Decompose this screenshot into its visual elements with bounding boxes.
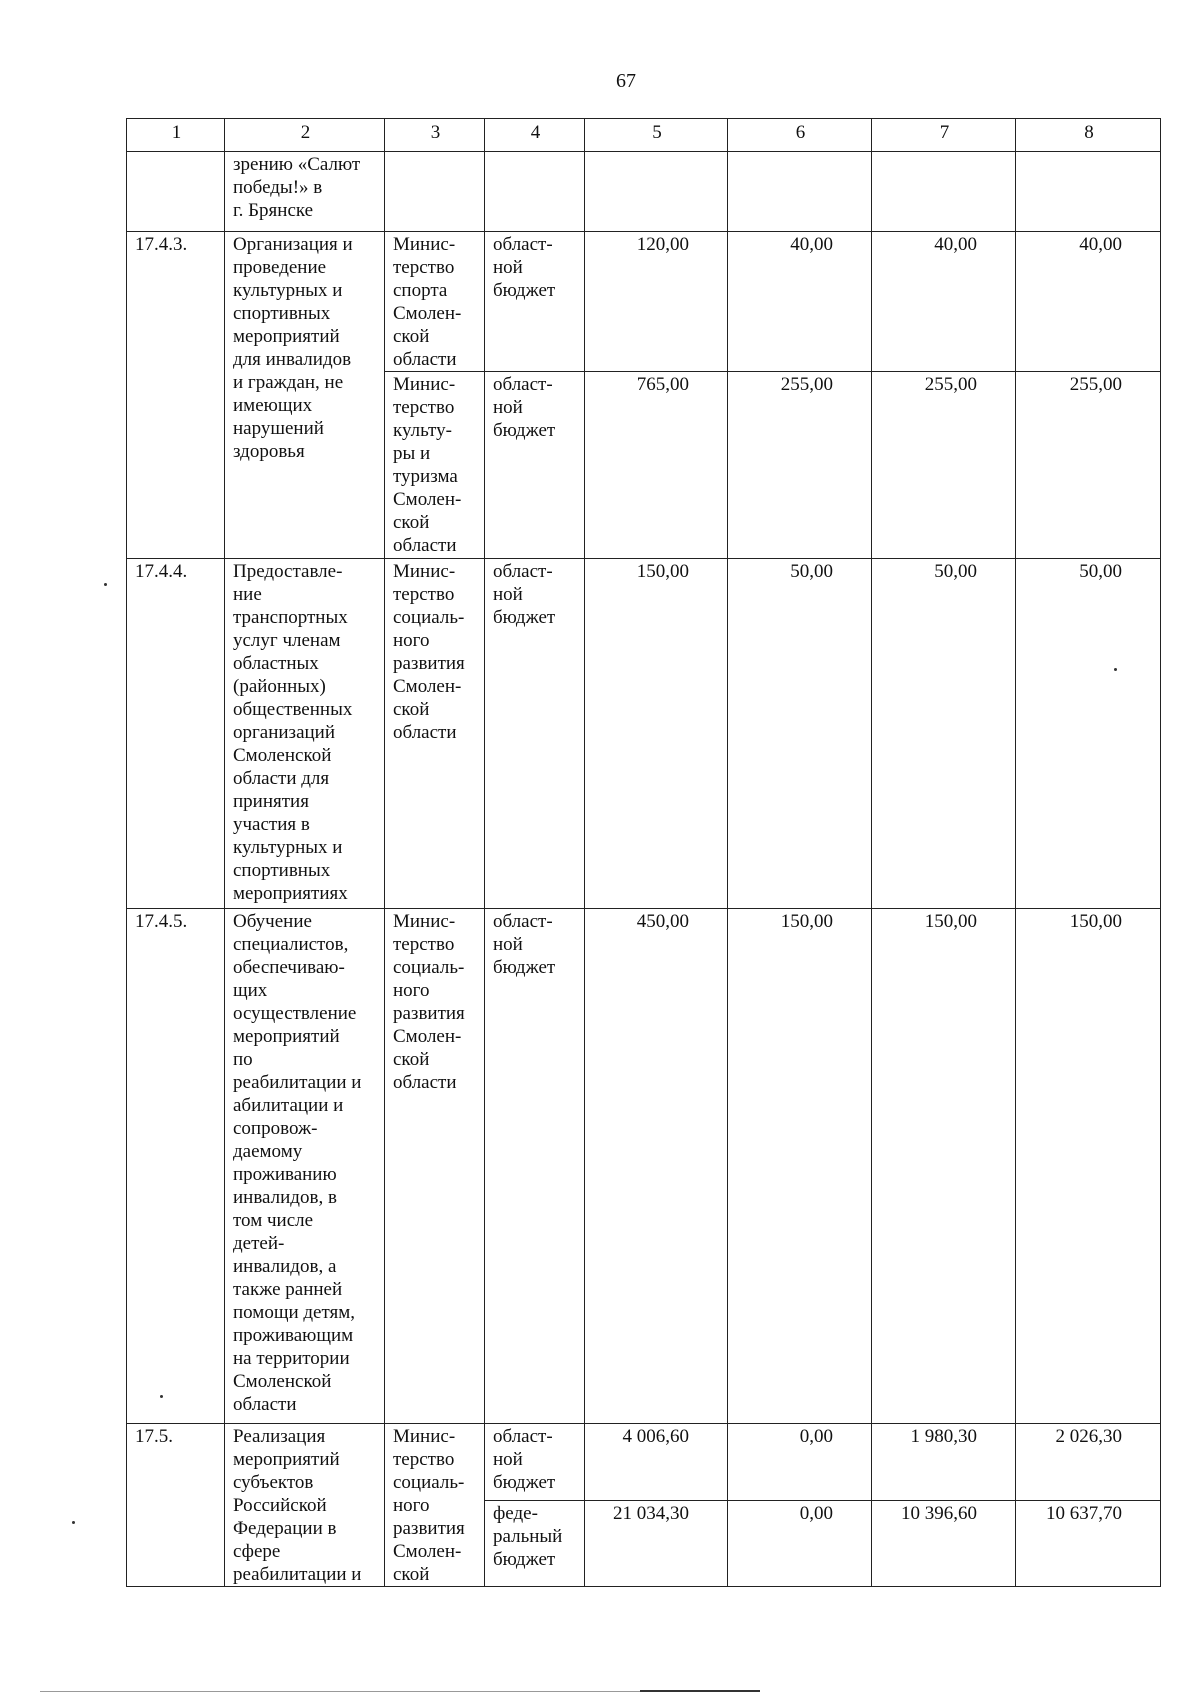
code-cell: 17.4.4. (127, 559, 225, 909)
year-1-amount-cell: 0,00 (728, 1500, 872, 1586)
table-header-row (127, 119, 1161, 152)
year-1-amount-cell: 150,00 (728, 909, 872, 1424)
scan-speck (104, 583, 107, 586)
scan-artifact-line (640, 1690, 760, 1692)
total-amount-cell: 4 006,60 (585, 1424, 728, 1501)
year-1-amount-cell: 0,00 (728, 1424, 872, 1501)
year-2-amount-cell: 1 980,30 (872, 1424, 1016, 1501)
year-2-amount-cell: 150,00 (872, 909, 1016, 1424)
total-amount-cell: 450,00 (585, 909, 728, 1424)
value-cell (728, 152, 872, 232)
year-3-amount-cell: 40,00 (1016, 232, 1161, 372)
year-2-amount-cell: 10 396,60 (872, 1500, 1016, 1586)
year-3-amount-cell: 10 637,70 (1016, 1500, 1161, 1586)
header-col-8: 8 (1016, 119, 1161, 152)
source-cell (485, 152, 585, 232)
funding-source-cell: област- ной бюджет (485, 1424, 585, 1501)
program-activities-table (126, 118, 1161, 1587)
funding-source-cell: област- ной бюджет (485, 372, 585, 559)
year-1-amount-cell: 50,00 (728, 559, 872, 909)
executor-cell (385, 152, 485, 232)
table-row (127, 152, 1161, 232)
activity-name-cell: Организация и проведение культурных и спортивных мероприятий для инвалидов и граждан, не имеющих нарушений здоровья (225, 232, 385, 559)
scan-speck (72, 1521, 75, 1524)
header-col-5: 5 (585, 119, 728, 152)
table-row (127, 232, 1161, 372)
code-cell (127, 152, 225, 232)
header-col-2: 2 (225, 119, 385, 152)
header-col-7: 7 (872, 119, 1016, 152)
header-col-4: 4 (485, 119, 585, 152)
activity-name-cell: Предоставле- ние транспортных услуг членам областных (районных) общественных организаций Смоленской области для принятия участия в культурных и спортивных мероприятиях (225, 559, 385, 909)
executor-cell: Минис- терство культу- ры и туризма Смолен- ской области (385, 372, 485, 559)
year-2-amount-cell: 40,00 (872, 232, 1016, 372)
executor-cell: Минис- терство спорта Смолен- ской области (385, 232, 485, 372)
total-amount-cell: 21 034,30 (585, 1500, 728, 1586)
year-3-amount-cell: 255,00 (1016, 372, 1161, 559)
funding-source-cell: област- ной бюджет (485, 559, 585, 909)
funding-source-cell: феде- ральный бюджет (485, 1500, 585, 1586)
activity-name-cell: зрению «Салют победы!» в г. Брянске (225, 152, 385, 232)
year-2-amount-cell: 50,00 (872, 559, 1016, 909)
total-amount-cell: 120,00 (585, 232, 728, 372)
activity-name-cell: Реализация мероприятий субъектов Российской Федерации в сфере реабилитации и (225, 1424, 385, 1587)
executor-cell: Минис- терство социаль- ного развития Смолен- ской (385, 1424, 485, 1587)
scan-speck (160, 1395, 163, 1398)
year-3-amount-cell: 50,00 (1016, 559, 1161, 909)
scan-speck (1114, 668, 1117, 671)
code-cell: 17.4.5. (127, 909, 225, 1424)
total-amount-cell: 150,00 (585, 559, 728, 909)
table-row (127, 909, 1161, 1424)
year-3-amount-cell: 2 026,30 (1016, 1424, 1161, 1501)
year-2-amount-cell: 255,00 (872, 372, 1016, 559)
value-cell (585, 152, 728, 232)
funding-source-cell: област- ной бюджет (485, 232, 585, 372)
year-1-amount-cell: 255,00 (728, 372, 872, 559)
code-cell: 17.4.3. (127, 232, 225, 559)
code-cell: 17.5. (127, 1424, 225, 1587)
value-cell (872, 152, 1016, 232)
header-col-3: 3 (385, 119, 485, 152)
executor-cell: Минис- терство социаль- ного развития Смолен- ской области (385, 559, 485, 909)
executor-cell: Минис- терство социаль- ного развития Смолен- ской области (385, 909, 485, 1424)
table-row (127, 1424, 1161, 1501)
scan-artifact-line (40, 1691, 640, 1692)
table-row (127, 559, 1161, 909)
header-col-1: 1 (127, 119, 225, 152)
funding-source-cell: област- ной бюджет (485, 909, 585, 1424)
year-3-amount-cell: 150,00 (1016, 909, 1161, 1424)
page-number: 67 (616, 70, 636, 92)
activity-name-cell: Обучение специалистов, обеспечиваю- щих осуществление мероприятий по реабилитации и абилитации и сопровож- даемому проживанию инвалидов, в том числе детей- инвалидов, а также ранней помощи детям, проживающим на территории Смоленской области (225, 909, 385, 1424)
value-cell (1016, 152, 1161, 232)
year-1-amount-cell: 40,00 (728, 232, 872, 372)
header-col-6: 6 (728, 119, 872, 152)
total-amount-cell: 765,00 (585, 372, 728, 559)
